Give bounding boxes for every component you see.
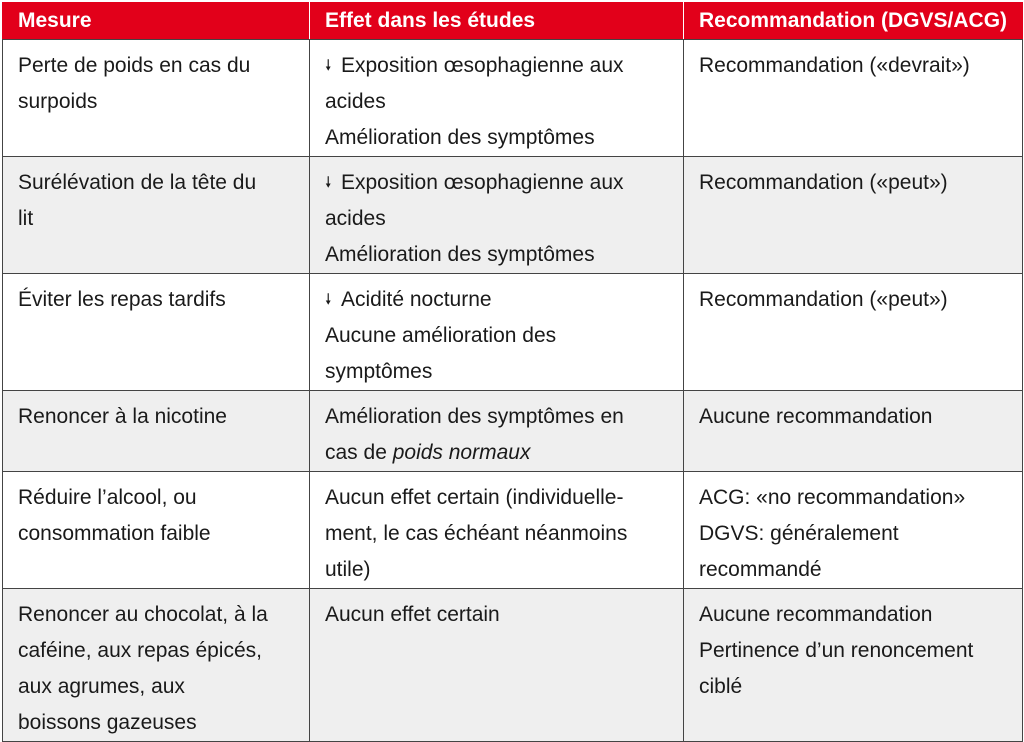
down-arrow-icon: 🠗 — [325, 291, 332, 308]
recommandation-line: DGVS: généralement — [699, 522, 899, 545]
table-row — [3, 472, 1023, 589]
effet-cell — [310, 40, 684, 157]
header-recommandation: Recommandation (DGVS/ACG) — [684, 3, 1023, 40]
effet-line: 🠗 Exposition œsophagienne aux — [325, 165, 669, 201]
effet-line: Aucun effet certain (individuelle- — [325, 486, 624, 509]
mesure-cell — [3, 157, 310, 274]
table-row — [3, 391, 1023, 472]
recommandation-cell — [684, 472, 1023, 589]
recommandation-line: Recommandation («peut») — [699, 288, 948, 311]
effet-line: Amélioration des symptômes — [325, 243, 595, 266]
header-mesure: Mesure — [3, 3, 310, 40]
mesure-line: Renoncer à la nicotine — [18, 405, 227, 428]
table-row — [3, 157, 1023, 274]
effet-line: ment, le cas échéant néanmoins — [325, 522, 628, 545]
mesure-line: lit — [18, 207, 34, 230]
effet-line: Amélioration des symptômes — [325, 126, 595, 149]
effet-line: Aucune amélioration des — [325, 324, 557, 347]
recommandation-cell — [684, 157, 1023, 274]
table-header-row — [3, 3, 1023, 40]
effet-line: acides — [325, 90, 386, 113]
recommandation-line: Aucune recommandation — [699, 405, 933, 428]
mesure-line: Perte de poids en cas du — [18, 54, 251, 77]
recommandation-line: recommandé — [699, 558, 822, 581]
recommandation-line: Aucune recommandation — [699, 603, 933, 626]
effet-italic: poids normaux — [392, 441, 531, 464]
mesure-line: caféine, aux repas épicés, — [18, 639, 262, 662]
recommandation-cell — [684, 40, 1023, 157]
effet-line: utile) — [325, 558, 371, 581]
effet-line: Aucun effet certain — [325, 603, 500, 626]
recommandation-cell — [684, 391, 1023, 472]
header-effet: Effet dans les études — [310, 3, 684, 40]
mesure-line: Surélévation de la tête du — [18, 171, 257, 194]
down-arrow-icon: 🠗 — [325, 174, 332, 191]
effet-cell — [310, 472, 684, 589]
effet-line: symptômes — [325, 360, 433, 383]
table-row — [3, 40, 1023, 157]
effet-line: 🠗 Exposition œsophagienne aux — [325, 48, 669, 84]
effet-line: acides — [325, 207, 386, 230]
recommandation-line: Pertinence d’un renoncement — [699, 639, 974, 662]
table-row — [3, 274, 1023, 391]
effet-line: Amélioration des symptômes en — [325, 405, 624, 428]
effet-cell — [310, 157, 684, 274]
mesure-cell — [3, 40, 310, 157]
recommandation-line: Recommandation («devrait») — [699, 54, 970, 77]
mesure-line: aux agrumes, aux — [18, 675, 185, 698]
mesure-cell — [3, 274, 310, 391]
mesure-line: surpoids — [18, 90, 98, 113]
mesure-line: consommation faible — [18, 522, 211, 545]
mesure-line: Réduire l’alcool, ou — [18, 486, 197, 509]
recommandation-line: ciblé — [699, 675, 743, 698]
effet-cell — [310, 391, 684, 472]
mesure-line: Éviter les repas tardifs — [18, 288, 226, 311]
effet-line: cas de poids normaux — [325, 441, 531, 464]
mesure-cell — [3, 391, 310, 472]
recommendations-table — [2, 2, 1023, 742]
mesure-line: boissons gazeuses — [18, 711, 197, 734]
mesure-line: Renoncer au chocolat, à la — [18, 603, 268, 626]
mesure-cell — [3, 472, 310, 589]
effet-line: 🠗 Acidité nocturne — [325, 282, 669, 318]
recommandation-line: Recommandation («peut») — [699, 171, 948, 194]
recommandation-cell — [684, 274, 1023, 391]
down-arrow-icon: 🠗 — [325, 57, 332, 74]
effet-cell — [310, 274, 684, 391]
recommandation-line: ACG: «no recommandation» — [699, 486, 966, 509]
